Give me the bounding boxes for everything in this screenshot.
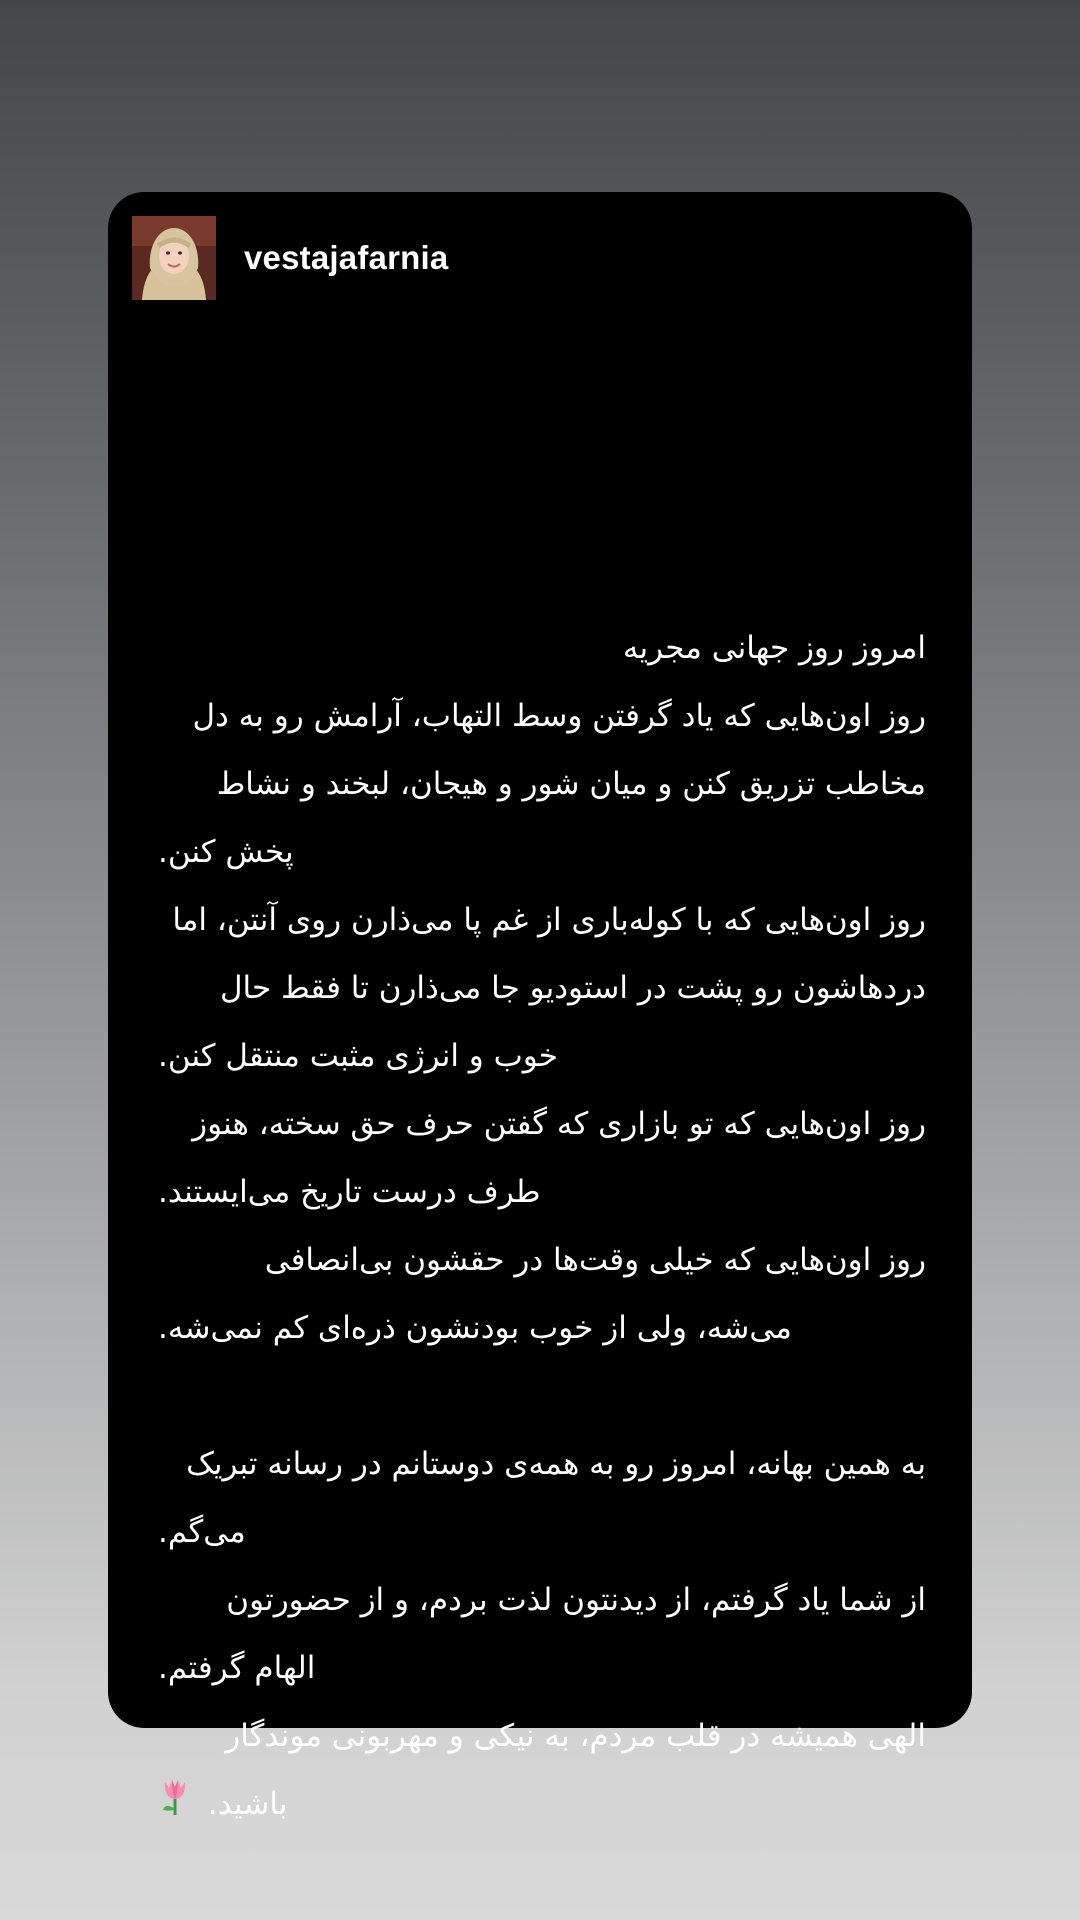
text-line: خوب و انرژی مثبت منتقل کنن.	[158, 1038, 558, 1074]
text-line: از شما یاد گرفتم، از دیدنتون لذت بردم، و از حضورتون	[226, 1582, 926, 1618]
text-line: به همین بهانه، امروز رو به همه‌ی دوستانم در رسانه تبریک	[186, 1446, 926, 1482]
text-line: می‌شه، ولی از خوب بودنشون ذره‌ای کم نمی‌شه.	[158, 1310, 792, 1346]
story-card	[108, 192, 972, 1822]
text-line: دردهاشون رو پشت در استودیو جا می‌ذارن تا فقط حال	[220, 970, 926, 1006]
text-line: امروز روز جهانی مجریه	[622, 630, 926, 666]
text-line: طرف درست تاریخ می‌ایستند.	[158, 1174, 541, 1210]
profile-avatar[interactable]	[132, 216, 216, 300]
text-line: روز اون‌هایی که با کوله‌باری از غم پا می‌ذارن روی آنتن، اما	[172, 902, 926, 938]
text-line: روز اون‌هایی که تو بازاری که گفتن حرف حق سخته، هنوز	[192, 1106, 926, 1142]
text-line: روز اون‌هایی که یاد گرفتن وسط التهاب، آرامش رو به دل	[192, 698, 926, 734]
text-line: مخاطب تزریق کنن و میان شور و هیجان، لبخند و نشاط	[216, 766, 926, 802]
tulip-icon	[158, 1772, 192, 1840]
username[interactable]: vestajafarnia	[244, 239, 449, 276]
text-line: الهام گرفتم.	[158, 1650, 316, 1686]
text-line: الهی همیشه در قلب مردم، به نیکی و مهربونی موندگار	[225, 1718, 926, 1754]
text-line: پخش کنن.	[158, 834, 294, 870]
text-line: می‌گم.	[158, 1514, 246, 1550]
story-text	[158, 614, 926, 1838]
story-header	[132, 216, 448, 300]
text-line-final: باشید.	[207, 1786, 288, 1822]
avatar-icon	[132, 216, 216, 300]
blank-line	[158, 1362, 926, 1430]
text-line: روز اون‌هایی که خیلی وقت‌ها در حقشون بی‌انصافی	[264, 1242, 926, 1278]
text-line-last	[158, 1770, 926, 1838]
